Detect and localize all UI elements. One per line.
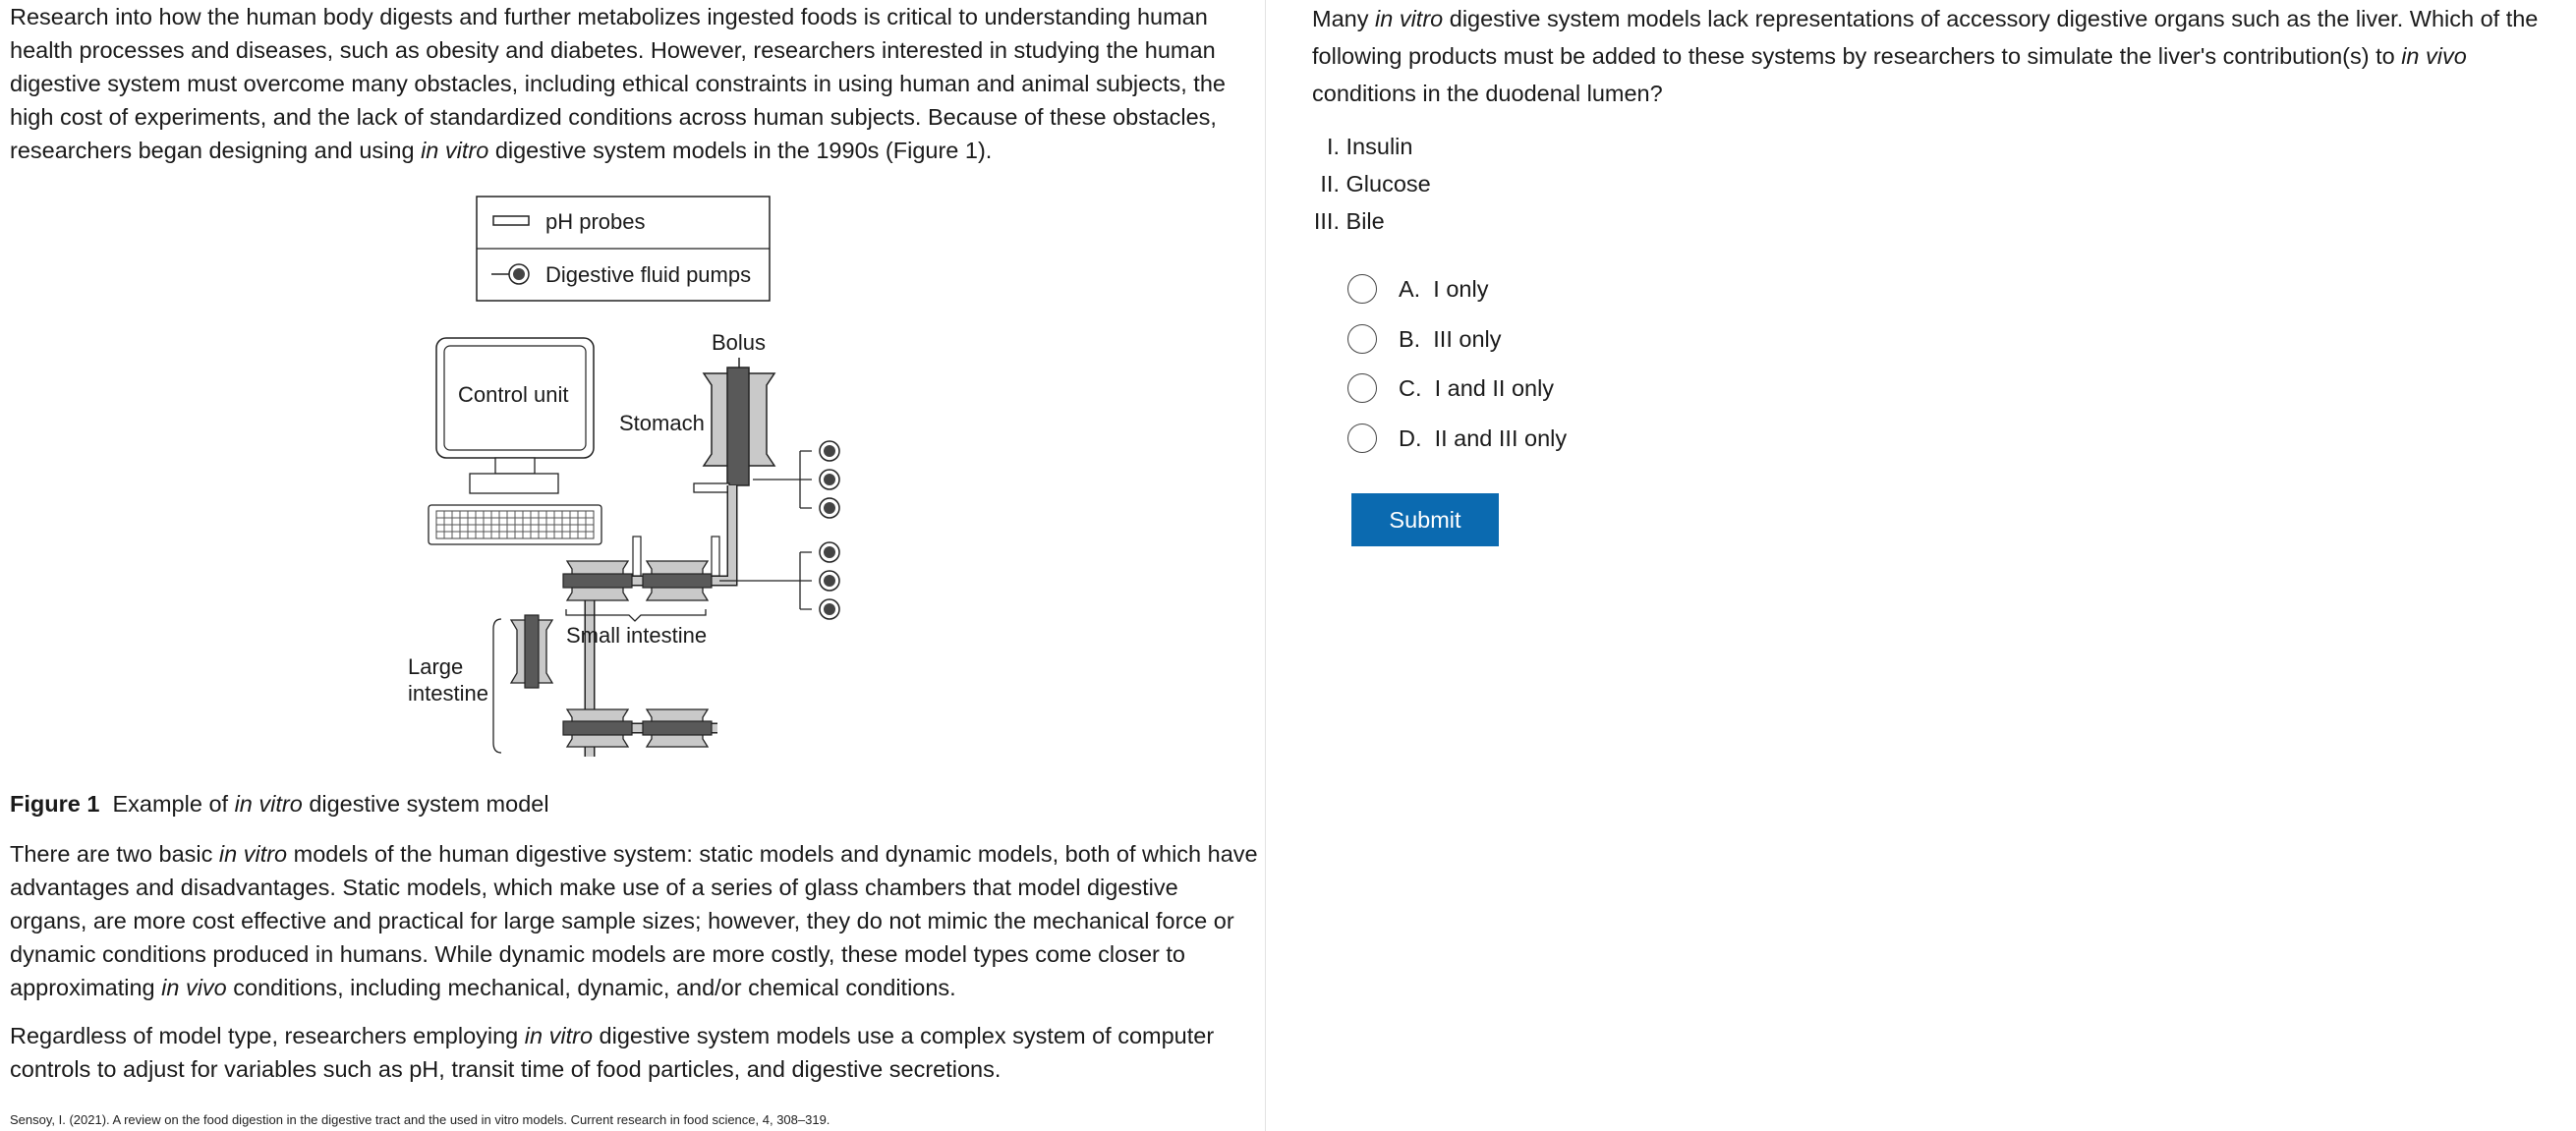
option-d-label: D. II and III only [1399, 424, 1568, 451]
figure-caption [10, 787, 549, 820]
roman-item-1-num: I. [1326, 134, 1340, 159]
text-segment: in vitro [524, 1023, 594, 1048]
roman-item-2-text: Glucose [1345, 171, 1431, 197]
legend-ph-probes: pH probes [545, 209, 646, 234]
text-segment: Research into how the human body digests and further metabolizes ingested foods is critical to understanding human health processes and diseases, such as obesity and diabetes. However, researchers interested in studying the human digestive system must overcome many obstacles, including ethical constraints in using human and animal subjects, the high cost of experiments, and the lack of standardized conditions across human subjects. Because of these obstacles, researchers began designing and using [10, 4, 1226, 163]
roman-item-2 [1267, 165, 1431, 202]
computer-icon [429, 338, 601, 544]
option-b-label: B. III only [1399, 325, 1502, 352]
bolus-label: Bolus [712, 330, 767, 355]
passage-paragraph-1-text [10, 0, 1258, 167]
control-unit-label: Control unit [458, 382, 569, 407]
text-segment: in vivo [161, 975, 227, 1000]
text-segment: in vitro [218, 841, 288, 867]
option-b-radio[interactable] [1347, 324, 1377, 354]
passage-pane [0, 0, 1266, 1131]
passage-paragraph-3-text [10, 1019, 1258, 1086]
roman-item-1-text: Insulin [1345, 134, 1413, 159]
passage-paragraph-2-text [10, 837, 1258, 1004]
large-intestine-label-1: Large [408, 654, 464, 679]
submit-button[interactable]: Submit [1351, 493, 1499, 546]
text-segment: There are two basic [10, 841, 219, 867]
question-stem [1312, 0, 2570, 112]
text-segment: Many [1312, 6, 1375, 31]
option-a-radio[interactable] [1347, 274, 1377, 304]
text-segment: models of the human digestive system: static models and dynamic models, both of which have advantages and disadvantages. Static models, which make use of a series of glass chambers that model digestive organs, are more cost effective and practical for large sample sizes; however, they do not mimic the mechanical force or dynamic conditions produced in humans. While dynamic models are more costly, these model types come closer to approximating [10, 841, 1258, 1000]
roman-item-1 [1267, 128, 1412, 165]
small-intestine-label: Small intestine [566, 623, 708, 648]
option-c-radio[interactable] [1347, 373, 1377, 403]
roman-item-3 [1267, 202, 1385, 240]
figure-caption-text-2: digestive system model [302, 791, 549, 817]
figure-1 [383, 193, 875, 757]
figure-caption-text-1: Example of [112, 791, 235, 817]
stomach-ph-probe [694, 483, 729, 492]
small-intestine-segments [563, 537, 719, 600]
option-d-radio[interactable] [1347, 424, 1377, 453]
option-c[interactable] [1347, 368, 1554, 408]
text-segment: Regardless of model type, researchers employing [10, 1023, 525, 1048]
option-d[interactable] [1347, 419, 1567, 458]
option-b[interactable] [1347, 319, 1502, 359]
passage-paragraph-3 [10, 1019, 1258, 1086]
digestive-model-diagram [383, 193, 875, 757]
figure-caption-label: Figure 1 [10, 791, 100, 817]
citation: Sensoy, I. (2021). A review on the food digestion in the digestive tract and the used in vitro models. Current research in food science, 4, 308–319. [10, 1112, 830, 1127]
text-segment: in vitro [421, 138, 489, 163]
option-a-label: A. I only [1399, 275, 1489, 302]
question-pane [1267, 0, 2576, 1131]
text-segment: conditions in the duodenal lumen? [1312, 81, 1663, 106]
text-segment: digestive system models lack representations of accessory digestive organs such as the liver. Which of the following products must be added to these systems by researchers to simulate the liver's contribution(s) to [1312, 6, 2539, 69]
passage-paragraph-2 [10, 837, 1258, 1004]
ph-probe-legend-icon [493, 216, 529, 225]
roman-item-3-num: III. [1313, 208, 1340, 234]
option-c-label: C. I and II only [1399, 374, 1555, 401]
text-segment: digestive system models in the 1990s (Figure 1). [488, 138, 993, 163]
stomach-label: Stomach [619, 411, 705, 435]
large-intestine-label-2: intestine [408, 681, 488, 706]
text-segment: conditions, including mechanical, dynamic, and/or chemical conditions. [226, 975, 956, 1000]
passage-paragraph-1 [10, 0, 1258, 167]
roman-item-2-num: II. [1320, 171, 1340, 197]
figure-caption-italic: in vitro [234, 791, 303, 817]
text-segment: in vivo [2401, 43, 2467, 69]
question-stem-text [1312, 6, 2538, 106]
text-segment: digestive system models use a complex system of computer controls to adjust for variables such as pH, transit time of food particles, and digestive secretions. [10, 1023, 1215, 1082]
text-segment: in vitro [1375, 6, 1444, 31]
roman-item-3-text: Bile [1345, 208, 1385, 234]
stomach-piston [727, 368, 749, 485]
option-a[interactable] [1347, 269, 1488, 309]
legend-digestive-fluid-pumps: Digestive fluid pumps [545, 262, 752, 287]
